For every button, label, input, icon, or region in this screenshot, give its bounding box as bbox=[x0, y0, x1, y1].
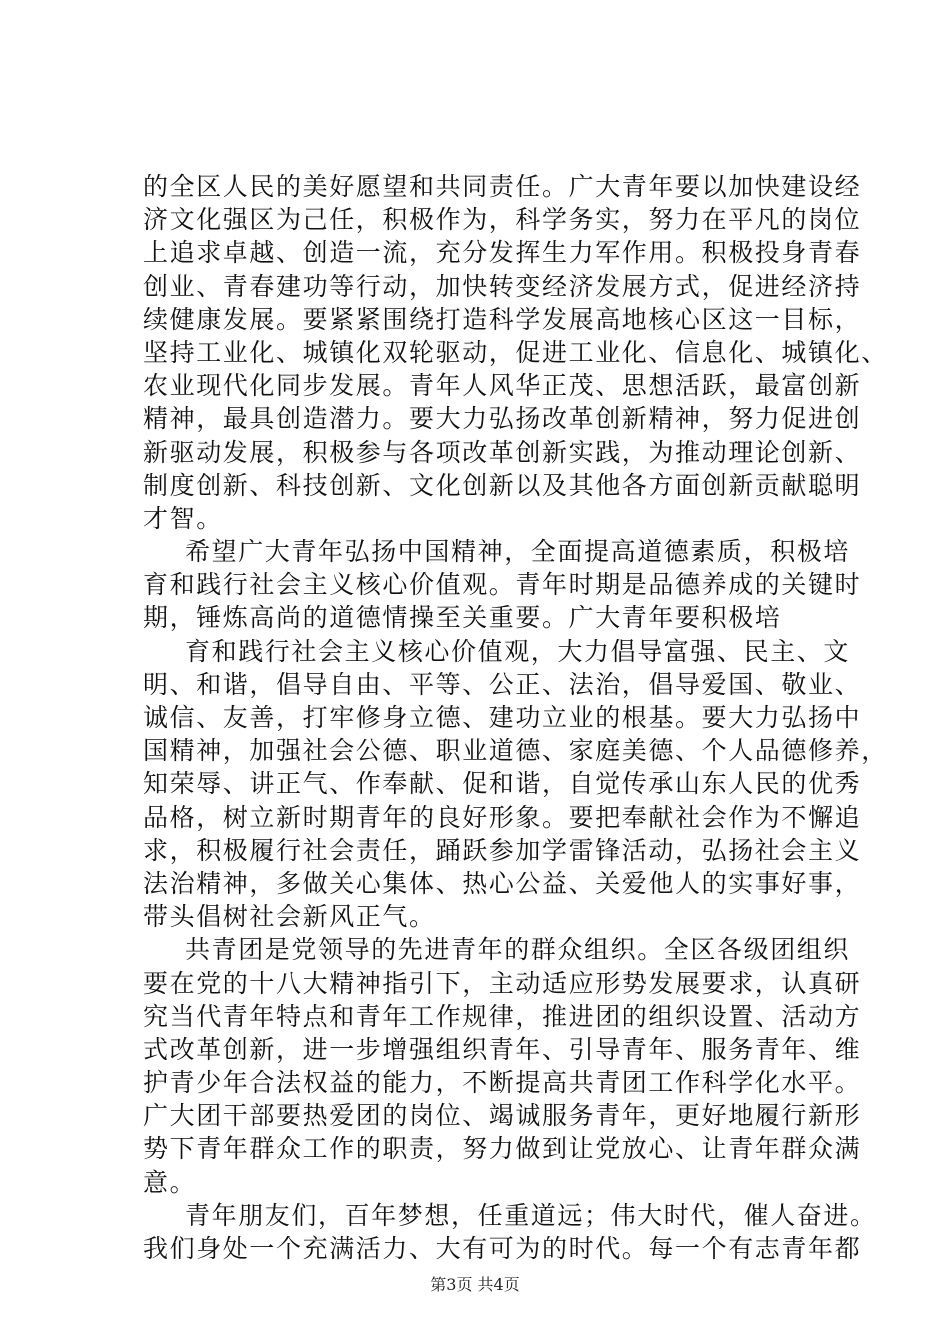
text-line: 我们身处一个充满活力、大有可为的时代。每一个有志青年都 bbox=[143, 1234, 862, 1263]
text-line: 势下青年群众工作的职责，努力做到让党放心、让青年群众满 bbox=[143, 1134, 862, 1164]
text-line: 新驱动发展，积极参与各项改革创新实践，为推动理论创新、 bbox=[143, 437, 862, 467]
text-line: 究当代青年特点和青年工作规律，推进团的组织设置、活动方 bbox=[143, 1001, 862, 1031]
text-line: 知荣辱、讲正气、作奉献、促和谐，自觉传承山东人民的优秀 bbox=[143, 769, 862, 799]
text-line: 法治精神，多做关心集体、热心公益、关爱他人的实事好事， bbox=[143, 868, 862, 898]
text-line: 的全区人民的美好愿望和共同责任。广大青年要以加快建设经 bbox=[143, 172, 862, 201]
text-line: 上追求卓越、创造一流，充分发挥生力军作用。积极投身青春 bbox=[143, 238, 862, 268]
text-line: 国精神，加强社会公德、职业道德、家庭美德、个人品德修养， bbox=[143, 736, 888, 766]
text-line: 求，积极履行社会责任，踊跃参加学雷锋活动，弘扬社会主义 bbox=[143, 835, 862, 865]
page-footer: 第3页 共4页 bbox=[430, 1275, 520, 1294]
document-body bbox=[143, 170, 888, 1265]
text-line: 希望广大青年弘扬中国精神，全面提高道德素质，积极培 bbox=[185, 537, 851, 567]
text-line: 意。 bbox=[143, 1167, 197, 1197]
text-line: 制度创新、科技创新、文化创新以及其他各方面创新贡献聪明 bbox=[143, 470, 862, 500]
text-line: 济文化强区为己任，积极作为，科学务实，努力在平凡的岗位 bbox=[143, 205, 862, 235]
text-line: 创业、青春建功等行动，加快转变经济发展方式，促进经济持 bbox=[143, 271, 862, 301]
text-line: 青年朋友们，百年梦想，任重道远；伟大时代，催人奋进。 bbox=[185, 1200, 877, 1230]
text-line: 要在党的十八大精神指引下，主动适应形势发展要求，认真研 bbox=[143, 968, 862, 998]
text-line: 期，锤炼高尚的道德情操至关重要。广大青年要积极培 bbox=[143, 603, 782, 633]
text-line: 式改革创新，进一步增强组织青年、引导青年、服务青年、维 bbox=[143, 1034, 862, 1064]
text-line: 诚信、友善，打牢修身立德、建功立业的根基。要大力弘扬中 bbox=[143, 703, 862, 732]
text-line: 精神，最具创造潜力。要大力弘扬改革创新精神，努力促进创 bbox=[143, 404, 862, 434]
text-line: 护青少年合法权益的能力，不断提高共青团工作科学化水平。 bbox=[143, 1068, 862, 1098]
text-line: 才智。 bbox=[143, 503, 223, 533]
text-line: 品格，树立新时期青年的良好形象。要把奉献社会作为不懈追 bbox=[143, 802, 862, 832]
text-line: 农业现代化同步发展。青年人风华正茂、思想活跃，最富创新 bbox=[143, 371, 862, 401]
text-line: 育和践行社会主义核心价值观。青年时期是品德养成的关键时 bbox=[143, 570, 862, 600]
text-line: 带头倡树社会新风正气。 bbox=[143, 902, 436, 932]
text-line: 明、和谐，倡导自由、平等、公正、法治，倡导爱国、敬业、 bbox=[143, 669, 862, 699]
text-line: 续健康发展。要紧紧围绕打造科学发展高地核心区这一目标， bbox=[143, 304, 862, 334]
text-line: 共青团是党领导的先进青年的群众组织。全区各级团组织 bbox=[185, 935, 851, 965]
text-line: 坚持工业化、城镇化双轮驱动，促进工业化、信息化、城镇化、 bbox=[143, 337, 888, 367]
text-line: 育和践行社会主义核心价值观，大力倡导富强、民主、文 bbox=[185, 636, 851, 666]
text-line: 广大团干部要热爱团的岗位、竭诚服务青年，更好地履行新形 bbox=[143, 1101, 862, 1131]
